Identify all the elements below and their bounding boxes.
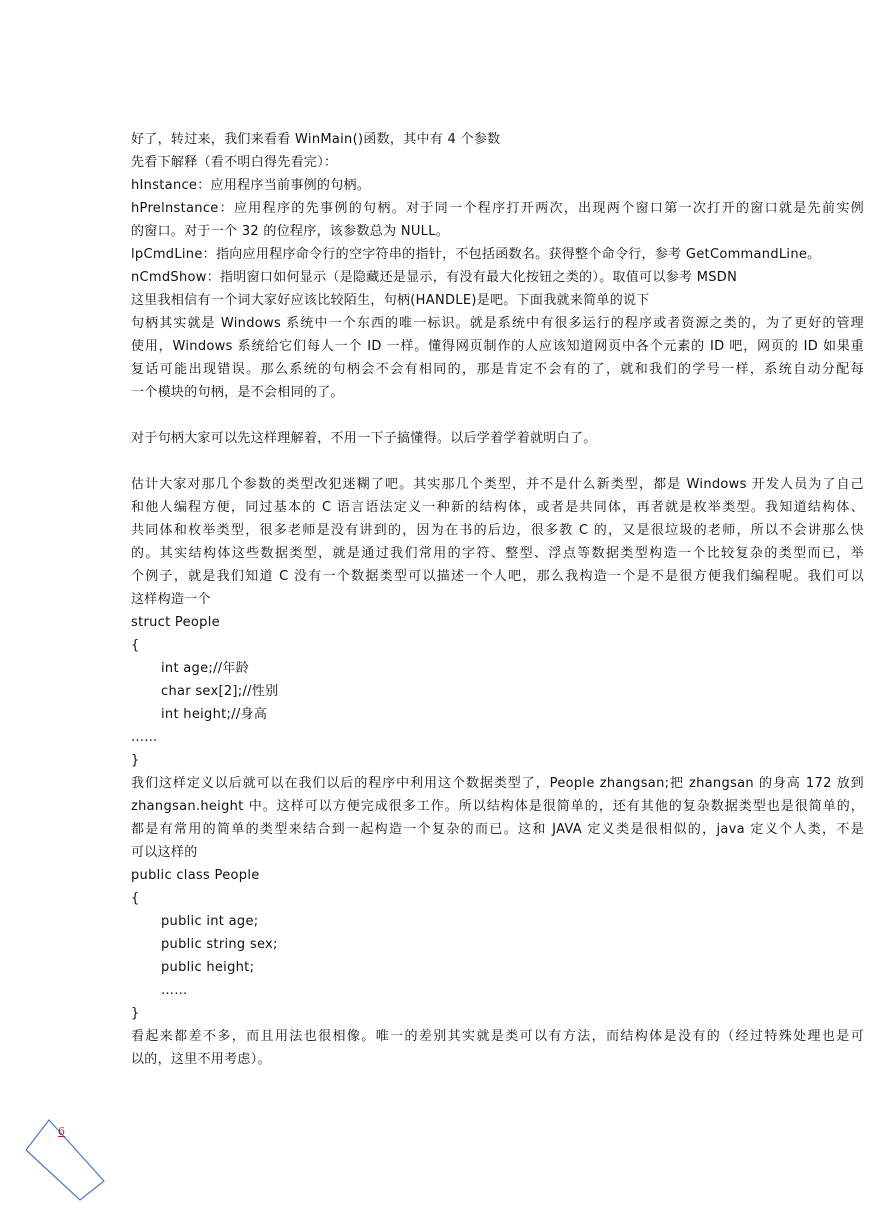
paragraph-gap (131, 450, 864, 473)
text-line: 可以这样的 (131, 845, 198, 860)
code-line: int height;//身高 (161, 707, 268, 722)
text-line: 好了，转过来，我们来看看 WinMain()函数，其中有 4 个参数 (131, 132, 501, 147)
document-body (131, 128, 864, 1071)
text-line: 对于句柄大家可以先这样理解着，不用一下子搞懂得。以后学着学着就明白了。 (131, 431, 597, 446)
code-line: { (131, 638, 140, 653)
page-number: 6 (58, 1125, 65, 1138)
code-line: …… (161, 983, 188, 998)
code-line: char sex[2];//性别 (161, 684, 279, 699)
text-line: 估计大家对那几个参数的类型改犯迷糊了吧。其实那几个类型，并不是什么新类型，都是 Windows 开发人员为了自己 (131, 477, 864, 492)
text-line: 句柄其实就是 Windows 系统中一个东西的唯一标识。就是系统中有很多运行的程序或者资源之类的，为了更好的管理 (131, 316, 864, 331)
text-line: 以的，这里不用考虑）。 (131, 1052, 271, 1067)
text-line: 先看下解释（看不明白得先看完）： (131, 155, 338, 170)
text-line: 我们这样定义以后就可以在我们以后的程序中利用这个数据类型了，People zhangsan;把 zhangsan 的身高 172 放到 (131, 776, 864, 791)
text-line: lpCmdLine：指向应用程序命令行的空字符串的指针，不包括函数名。获得整个命令行，参考 GetCommandLine。 (131, 247, 821, 262)
code-line: public height; (161, 960, 255, 975)
text-line: 个例子，就是我们知道 C 没有一个数据类型可以描述一个人吧，那么我构造一个是不是很方便我们编程呢。我们可以 (131, 569, 864, 584)
code-line: } (131, 753, 140, 768)
text-line: 看起来都差不多，而且用法也很相像。唯一的差别其实就是类可以有方法，而结构体是没有的（经过特殊处理也是可 (131, 1029, 864, 1044)
text-line: 这里我相信有一个词大家好应该比较陌生，句柄(HANDLE)是吧。下面我就来简单的说下 (131, 293, 650, 308)
code-line: public string sex; (161, 937, 278, 952)
text-line: 和他人编程方便，同过基本的 C 语言语法定义一种新的结构体，或者是共同体，再者就是枚举类型。我知道结构体、 (131, 500, 864, 515)
text-line: hPrelnstance：应用程序的先事例的句柄。对于同一个程序打开两次，出现两个窗口第一次打开的窗口就是先前实例 (131, 201, 864, 216)
text-line: 一个模块的句柄，是不会相同的了。 (131, 385, 344, 400)
code-line: struct People (131, 615, 220, 630)
text-line: zhangsan.height 中。这样可以方便完成很多工作。所以结构体是很简单的，还有其他的复杂数据类型也是很简单的， (131, 799, 864, 814)
text-line: 使用，Windows 系统给它们每人一个 ID 一样。懂得网页制作的人应该知道网页中各个元素的 ID 吧，网页的 ID 如果重 (131, 339, 864, 354)
code-line: …… (131, 730, 158, 745)
code-line: int age;//年龄 (161, 661, 250, 676)
code-line: public class People (131, 868, 260, 883)
text-line: 复话可能出现错误。那么系统的句柄会不会有相同的，那是肯定不会有的了，就和我们的学号一样，系统自动分配每 (131, 362, 864, 377)
code-line: { (131, 891, 140, 906)
code-line: } (131, 1006, 140, 1021)
paragraph-gap (131, 404, 864, 427)
text-line: nCmdShow：指明窗口如何显示（是隐藏还是显示，有没有最大化按钮之类的）。取值可以参考 MSDN (131, 270, 738, 285)
text-line: 共同体和枚举类型，很多老师是没有讲到的，因为在书的后边，很多教 C 的，又是很垃圾的老师，所以不会讲那么快 (131, 523, 864, 538)
text-line: 的窗口。对于一个 32 的位程序，该参数总为 NULL。 (131, 224, 450, 239)
text-line: 这样构造一个 (131, 592, 211, 607)
text-line: 的。其实结构体这些数据类型，就是通过我们常用的字符、整型、浮点等数据类型构造一个比较复杂的类型而已，举 (131, 546, 864, 561)
text-line: hInstance：应用程序当前事例的句柄。 (131, 178, 371, 193)
page-corner-shape (22, 1118, 108, 1204)
text-line: 都是有常用的简单的类型来结合到一起构造一个复杂的而已。这和 JAVA 定义类是很相似的，java 定义个人类，不是 (131, 822, 864, 837)
code-line: public int age; (161, 914, 259, 929)
